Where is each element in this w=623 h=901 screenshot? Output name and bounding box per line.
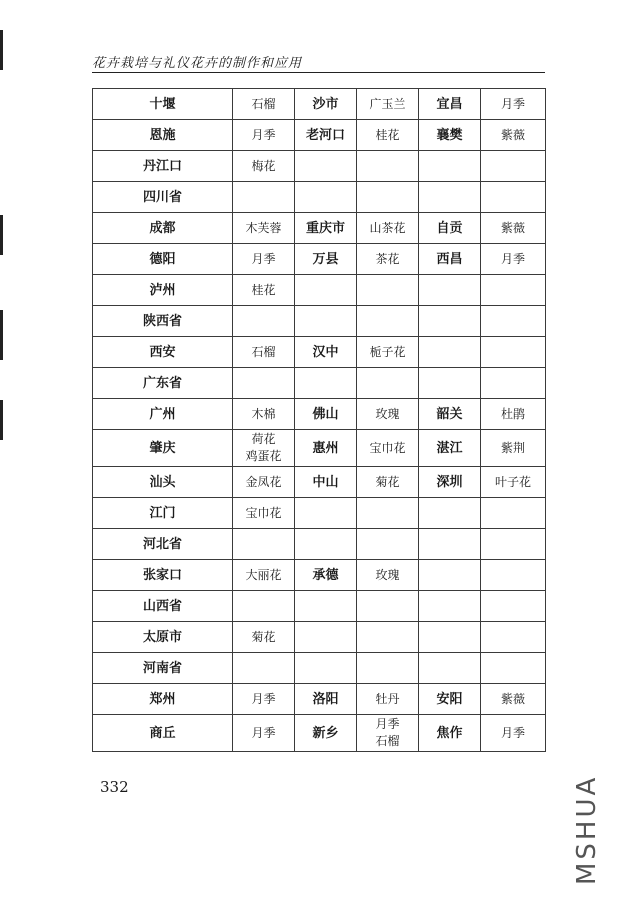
table-row [93,430,546,467]
header-rule [92,72,545,73]
flower-name: 荷花 [251,432,276,446]
flower-name: 梅花 [251,158,276,173]
province-name: 四川省 [93,182,233,213]
flower-name: 玫瑰 [375,567,400,582]
city-cell [295,275,357,306]
flower-cell [357,560,419,591]
flower-name: 宝巾花 [245,505,282,520]
empty-cell [233,591,295,622]
empty-cell [295,591,357,622]
empty-cell [419,529,481,560]
flower-cell [233,715,295,752]
flower-cell [481,560,546,591]
empty-cell [233,653,295,684]
table-row [93,715,546,752]
empty-cell [295,368,357,399]
flower-name: 月季 [251,691,276,706]
table-row [93,244,546,275]
flower-name: 紫荆 [500,440,525,455]
province-name: 陕西省 [93,306,233,337]
city-cell: 深圳 [419,467,481,498]
flower-name: 广玉兰 [369,96,406,111]
flower-cell [481,244,546,275]
empty-cell [233,368,295,399]
province-row [93,368,546,399]
flower-cell [357,430,419,467]
city-cell: 老河口 [295,120,357,151]
flower-cell [357,498,419,529]
flower-name: 玫瑰 [375,406,400,421]
empty-cell [295,306,357,337]
watermark: MSHUA [572,774,602,885]
city-cell: 焦作 [419,715,481,752]
flower-cell [233,337,295,368]
city-cell: 惠州 [295,430,357,467]
empty-cell [357,653,419,684]
empty-cell [481,306,546,337]
flower-cell [233,684,295,715]
city-cell: 承德 [295,560,357,591]
flower-name: 石榴 [375,734,400,748]
empty-cell [357,306,419,337]
flower-cell [233,89,295,120]
flower-name: 木芙蓉 [245,220,282,235]
table-row [93,337,546,368]
flower-cell [357,337,419,368]
scan-edge-mark-4 [0,400,3,440]
table-row [93,498,546,529]
scan-edge-mark-1 [0,30,3,70]
province-name: 河南省 [93,653,233,684]
flower-name: 月季 [500,96,525,111]
city-cell: 西昌 [419,244,481,275]
empty-cell [419,591,481,622]
flower-name: 紫薇 [500,220,525,235]
flower-name: 杜鹃 [500,406,525,421]
province-row [93,591,546,622]
flower-cell [233,151,295,182]
flower-cell [233,244,295,275]
city-cell: 万县 [295,244,357,275]
empty-cell [481,653,546,684]
flower-cell [233,467,295,498]
city-cell [295,622,357,653]
flower-name: 叶子花 [494,474,531,489]
city-cell [419,622,481,653]
flower-cell [357,151,419,182]
flower-cell [233,213,295,244]
province-row [93,653,546,684]
flower-name: 紫薇 [500,127,525,142]
table-row [93,399,546,430]
city-cell: 新乡 [295,715,357,752]
flower-cell [481,151,546,182]
flower-cell [357,244,419,275]
flower-cell [481,213,546,244]
flower-name: 木棉 [251,406,276,421]
empty-cell [295,653,357,684]
city-cell [295,151,357,182]
flower-cell [481,498,546,529]
flower-cell [481,89,546,120]
flower-name: 菊花 [251,629,276,644]
city-cell: 洛阳 [295,684,357,715]
province-row [93,306,546,337]
empty-cell [481,591,546,622]
city-cell: 广州 [93,399,233,430]
flower-cell [233,622,295,653]
flower-cell [357,120,419,151]
flower-name: 月季 [500,725,525,740]
flower-cell [481,684,546,715]
empty-cell [357,182,419,213]
city-cell: 重庆市 [295,213,357,244]
table-row [93,560,546,591]
city-cell: 德阳 [93,244,233,275]
flower-cell [357,275,419,306]
flower-cell [233,275,295,306]
city-cell: 沙市 [295,89,357,120]
flower-cell [357,684,419,715]
empty-cell [233,182,295,213]
city-cell: 太原市 [93,622,233,653]
city-cell: 商丘 [93,715,233,752]
flower-cell [357,715,419,752]
flower-cell [233,430,295,467]
city-cell: 泸州 [93,275,233,306]
city-cell: 郑州 [93,684,233,715]
city-cell [419,560,481,591]
flower-name: 月季 [251,127,276,142]
city-cell: 西安 [93,337,233,368]
flower-cell [357,622,419,653]
flower-cell [357,213,419,244]
province-name: 河北省 [93,529,233,560]
city-cell: 肇庆 [93,430,233,467]
table-row [93,89,546,120]
flower-cell [233,560,295,591]
flower-cell [233,498,295,529]
flower-name: 大丽花 [245,567,282,582]
city-cell: 韶关 [419,399,481,430]
table-body [93,89,546,752]
city-cell: 佛山 [295,399,357,430]
flower-name: 菊花 [375,474,400,489]
flower-cell [481,430,546,467]
empty-cell [481,529,546,560]
empty-cell [357,368,419,399]
flower-name: 月季 [251,725,276,740]
flower-name: 月季 [251,251,276,266]
flower-cell [233,120,295,151]
empty-cell [233,306,295,337]
city-cell: 汕头 [93,467,233,498]
flower-cell [481,399,546,430]
flower-name: 金凤花 [245,474,282,489]
city-cell: 丹江口 [93,151,233,182]
page-number: 332 [100,778,129,796]
city-cell [419,498,481,529]
city-flower-table [92,88,546,752]
flower-cell [357,467,419,498]
empty-cell [481,182,546,213]
flower-name: 宝巾花 [369,440,406,455]
flower-name: 桂花 [251,282,276,297]
city-cell [295,498,357,529]
flower-cell [481,467,546,498]
flower-cell [357,399,419,430]
province-name: 山西省 [93,591,233,622]
empty-cell [357,591,419,622]
city-cell: 江门 [93,498,233,529]
flower-cell [481,715,546,752]
city-cell: 成都 [93,213,233,244]
city-cell: 宜昌 [419,89,481,120]
empty-cell [481,368,546,399]
city-cell: 湛江 [419,430,481,467]
table-row [93,120,546,151]
empty-cell [419,182,481,213]
city-cell: 襄樊 [419,120,481,151]
city-cell: 恩施 [93,120,233,151]
flower-name: 鸡蛋花 [245,449,282,463]
flower-cell [481,622,546,653]
flower-name: 茶花 [375,251,400,266]
empty-cell [295,529,357,560]
empty-cell [233,529,295,560]
city-cell [419,337,481,368]
city-cell: 十堰 [93,89,233,120]
flower-name: 月季 [500,251,525,266]
flower-cell [233,399,295,430]
flower-cell [481,337,546,368]
city-cell: 自贡 [419,213,481,244]
flower-name: 栀子花 [369,344,406,359]
table-row [93,467,546,498]
flower-cell [481,275,546,306]
province-name: 广东省 [93,368,233,399]
flower-name: 石榴 [251,96,276,111]
flower-cell [357,89,419,120]
empty-cell [295,182,357,213]
empty-cell [419,653,481,684]
table-row [93,151,546,182]
flower-name: 牡丹 [375,691,400,706]
city-cell: 张家口 [93,560,233,591]
table-row [93,684,546,715]
city-cell: 汉中 [295,337,357,368]
province-row [93,529,546,560]
flower-name: 桂花 [375,127,400,142]
flower-name: 山茶花 [369,220,406,235]
table-row [93,275,546,306]
empty-cell [419,306,481,337]
table-row [93,622,546,653]
city-cell: 安阳 [419,684,481,715]
city-cell [419,275,481,306]
flower-name: 石榴 [251,344,276,359]
city-cell: 中山 [295,467,357,498]
flower-name: 紫薇 [500,691,525,706]
flower-cell [481,120,546,151]
scan-edge-mark-3 [0,310,3,360]
table-row [93,213,546,244]
running-header: 花卉栽培与礼仪花卉的制作和应用 [92,56,303,71]
flower-name: 月季 [375,717,400,731]
empty-cell [357,529,419,560]
empty-cell [419,368,481,399]
scan-edge-mark-2 [0,215,3,255]
city-cell [419,151,481,182]
province-row [93,182,546,213]
